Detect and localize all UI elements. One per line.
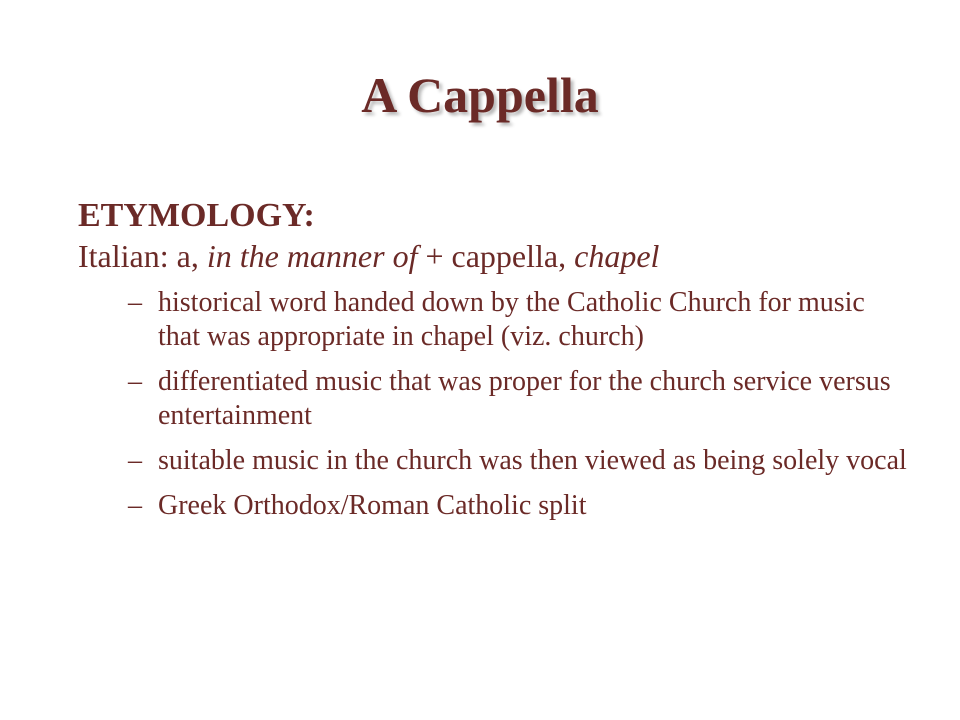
bullet-item [78,286,908,354]
bullet-item [78,365,908,433]
bullet-text: historical word handed down by the Catholic Church for music that was appropriate in chapel (viz. church) [158,287,865,352]
etymology-heading: ETYMOLOGY: [78,197,315,234]
bullet-item [78,444,908,478]
slide-title: A Cappella [361,67,599,123]
lead-language: Italian: a, [78,238,207,274]
lead-gloss-manner: in the manner of [206,238,418,274]
etymology-lead [78,236,908,276]
bullet-text: suitable music in the church was then viewed as being solely vocal [158,445,907,476]
bullet-text: Greek Orthodox/Roman Catholic split [158,490,587,521]
bullet-item [78,489,908,523]
lead-cappella: + cappella, [417,238,575,274]
bullet-list [78,286,908,523]
bullet-dash: – [128,287,142,318]
bullet-dash: – [128,490,142,521]
bullet-dash: – [128,445,142,476]
lead-gloss-chapel: chapel [574,238,660,274]
bullet-text: differentiated music that was proper for the church service versus entertainment [158,366,891,431]
bullet-dash: – [128,366,142,397]
slide-body [78,196,908,534]
